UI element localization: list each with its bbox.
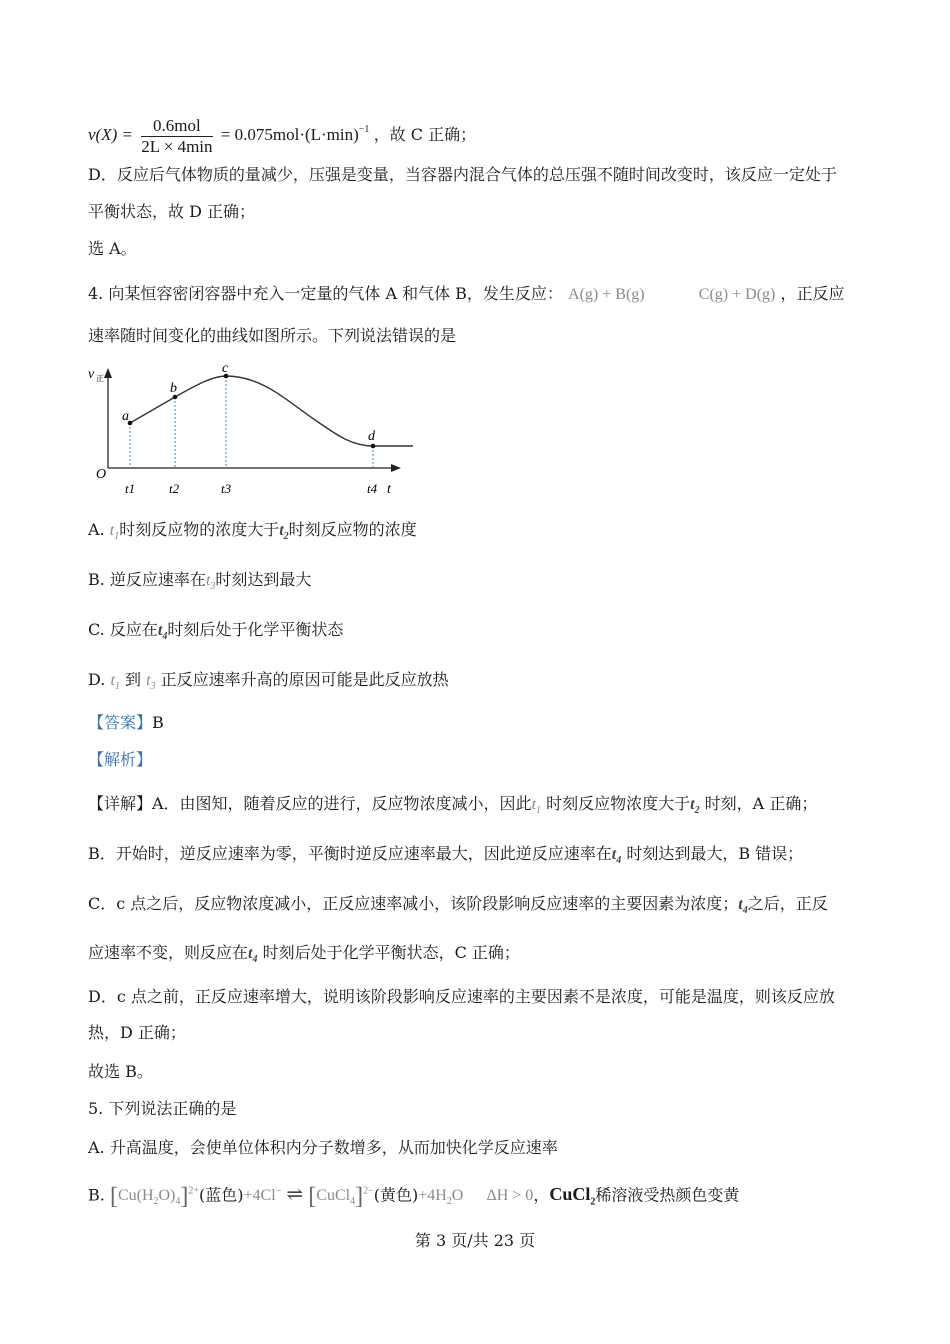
color-blue-label: (蓝色) (199, 1185, 244, 1205)
q4-option-d (88, 669, 449, 698)
rate-equation (88, 108, 476, 157)
t2-symbol: $t_2$ (279, 522, 289, 543)
equilibrium-arrow-icon: ⇌ (286, 1181, 304, 1206)
color-yellow-label: (黄色) (373, 1185, 419, 1205)
tick-label-t3: t3 (221, 481, 232, 496)
q4-stem-text-b: ，正反应 (780, 284, 845, 303)
t2-symbol: $t_2$ (690, 796, 700, 817)
fraction-numerator: 0.6mol (141, 116, 212, 137)
rate-time-graph (88, 362, 428, 502)
blue-complex: $[Cu(H_2O)_4]^{2+}$ (109, 1183, 200, 1210)
option-a-prefix: A. (88, 520, 105, 539)
answer-line (88, 712, 164, 734)
t4-symbol: $t_4$ (248, 945, 258, 966)
option-d-text-1: D．反应后气体物质的量减少，压强是变量，当容器内混合气体的总压强不随时间改变时，该反应一定处于 (88, 165, 837, 184)
page-footer: 第 3 页/共 23 页 (414, 1231, 536, 1250)
option-d-post: 正反应速率升高的原因可能是此反应放热 (160, 670, 449, 689)
t3-symbol: $t_3$ (146, 672, 156, 693)
rate-lhs: v(X) = (88, 125, 133, 144)
q4-stem-text-a: 4. 向某恒容密闭容器中充入一定量的气体 A 和气体 B，发生反应： (88, 284, 563, 303)
analysis-label: 【解析】 (88, 750, 153, 769)
option-d-prefix: D. (88, 670, 106, 689)
rate-rhs: = 0.075mol·(L·min) (220, 125, 359, 144)
q4-stem-line1 (88, 283, 844, 306)
option-c-prefix: C. 反应在 (88, 620, 158, 639)
point-label-a: a (122, 409, 129, 424)
y-axis-label-sub: 正 (96, 374, 104, 383)
q4-option-a (88, 519, 417, 548)
tick-label-t2: t2 (169, 481, 180, 496)
point-label-c: c (222, 362, 229, 376)
option-b-prefix: B. 逆反应速率在 (88, 570, 206, 589)
point-d (371, 444, 376, 449)
x-axis-label: t (387, 482, 391, 497)
option-c-post: 时刻后处于化学平衡状态 (167, 620, 344, 639)
rate-fraction (141, 116, 212, 157)
point-label-b: b (170, 381, 177, 396)
option-d-mid: 到 (124, 670, 141, 689)
choose-a-line: 选 A。 (88, 239, 137, 258)
explanation-b: B．开始时，逆反应速率为零，平衡时逆反应速率最大，因此逆反应速率在$t_4$ 时刻达到最大，B 错误； (88, 844, 804, 867)
t1-symbol: $t_1$ (531, 796, 542, 817)
point-label-d: d (368, 429, 375, 444)
explanation-a: 【详解】A．由图知，随着反应的进行，反应物浓度减小，因此$t_1$ 时刻反应物浓度大于$t_2$ 时刻，A 正确； (88, 794, 818, 817)
reversible-arrow-icon (650, 283, 694, 305)
q4-option-b (88, 569, 311, 598)
q4-stem-line2: 速率随时间变化的曲线如图所示。下列说法错误的是 (88, 326, 457, 345)
explanation-d1: D．c 点之前，正反应速率增大，说明该阶段影响反应速率的主要因素不是浓度，可能是温度，则该反应放 (88, 987, 835, 1006)
t3-symbol: $t_3$ (205, 572, 216, 593)
q5-option-a: A. 升高温度，会使单位体积内分子数增多，从而加快化学反应速率 (88, 1138, 558, 1157)
enthalpy: ΔH > 0 (486, 1187, 534, 1205)
explanation-c2: 应速率不变，则反应在$t_4$ 时刻后处于化学平衡状态，C 正确； (88, 943, 520, 966)
conclusion: 故选 B。 (88, 1062, 153, 1081)
reaction-reactants: A(g) + B(g) (568, 286, 645, 303)
rate-rhs-exponent: −1 (358, 124, 370, 135)
q4-option-c (88, 619, 343, 648)
explanation-c1: C．c 点之后，反应物浓度减小，正反应速率减小，该阶段影响反应速率的主要因素为浓度；$t_4$之后，正反 (88, 894, 828, 917)
option-a-mid: 时刻反应物的浓度大于 (119, 520, 280, 539)
answer-label: 【答案】 (88, 713, 153, 732)
yellow-complex: [CuCl$_4$]$^{2-}$ (308, 1183, 374, 1210)
t4-symbol: $t_4$ (611, 846, 622, 867)
t1-symbol: $t_1$ (109, 522, 120, 543)
option-d-text-2: 平衡状态，故 D 正确； (88, 202, 256, 221)
fraction-denominator: 2L × 4min (141, 136, 213, 156)
t4-symbol: $t_4$ (157, 622, 168, 643)
explanation-d2: 热，D 正确； (88, 1023, 186, 1042)
reaction-products: C(g) + D(g) (698, 286, 776, 303)
option-b-post: 时刻达到最大 (215, 570, 312, 589)
tick-label-t1: t1 (125, 481, 136, 496)
rate-tail: ，故 C 正确； (373, 125, 477, 144)
q5-stem: 5. 下列说法正确的是 (88, 1099, 237, 1118)
cucl2-formula: CuCl$_2$ (549, 1184, 596, 1208)
option-a-post: 时刻反应物的浓度 (288, 520, 417, 539)
y-axis-arrow-icon (104, 368, 112, 378)
y-axis-label: v (88, 367, 95, 382)
t1-symbol: $t_1$ (110, 672, 120, 693)
x-axis-arrow-icon (391, 464, 401, 472)
answer-value: B (152, 713, 164, 732)
origin-label: O (96, 467, 107, 482)
q5-option-b: B. $[Cu(H_2O)_4]^{2+}$(蓝色)+4Cl− ⇌ [CuCl$_4$]$^{2-}$(黄色)$+4H_2O$ ΔH > 0，CuCl$_2$稀溶液受热颜色变黄 (88, 1181, 740, 1210)
tick-label-t4: t4 (367, 481, 378, 496)
t4-symbol: $t_4$ (738, 896, 748, 917)
